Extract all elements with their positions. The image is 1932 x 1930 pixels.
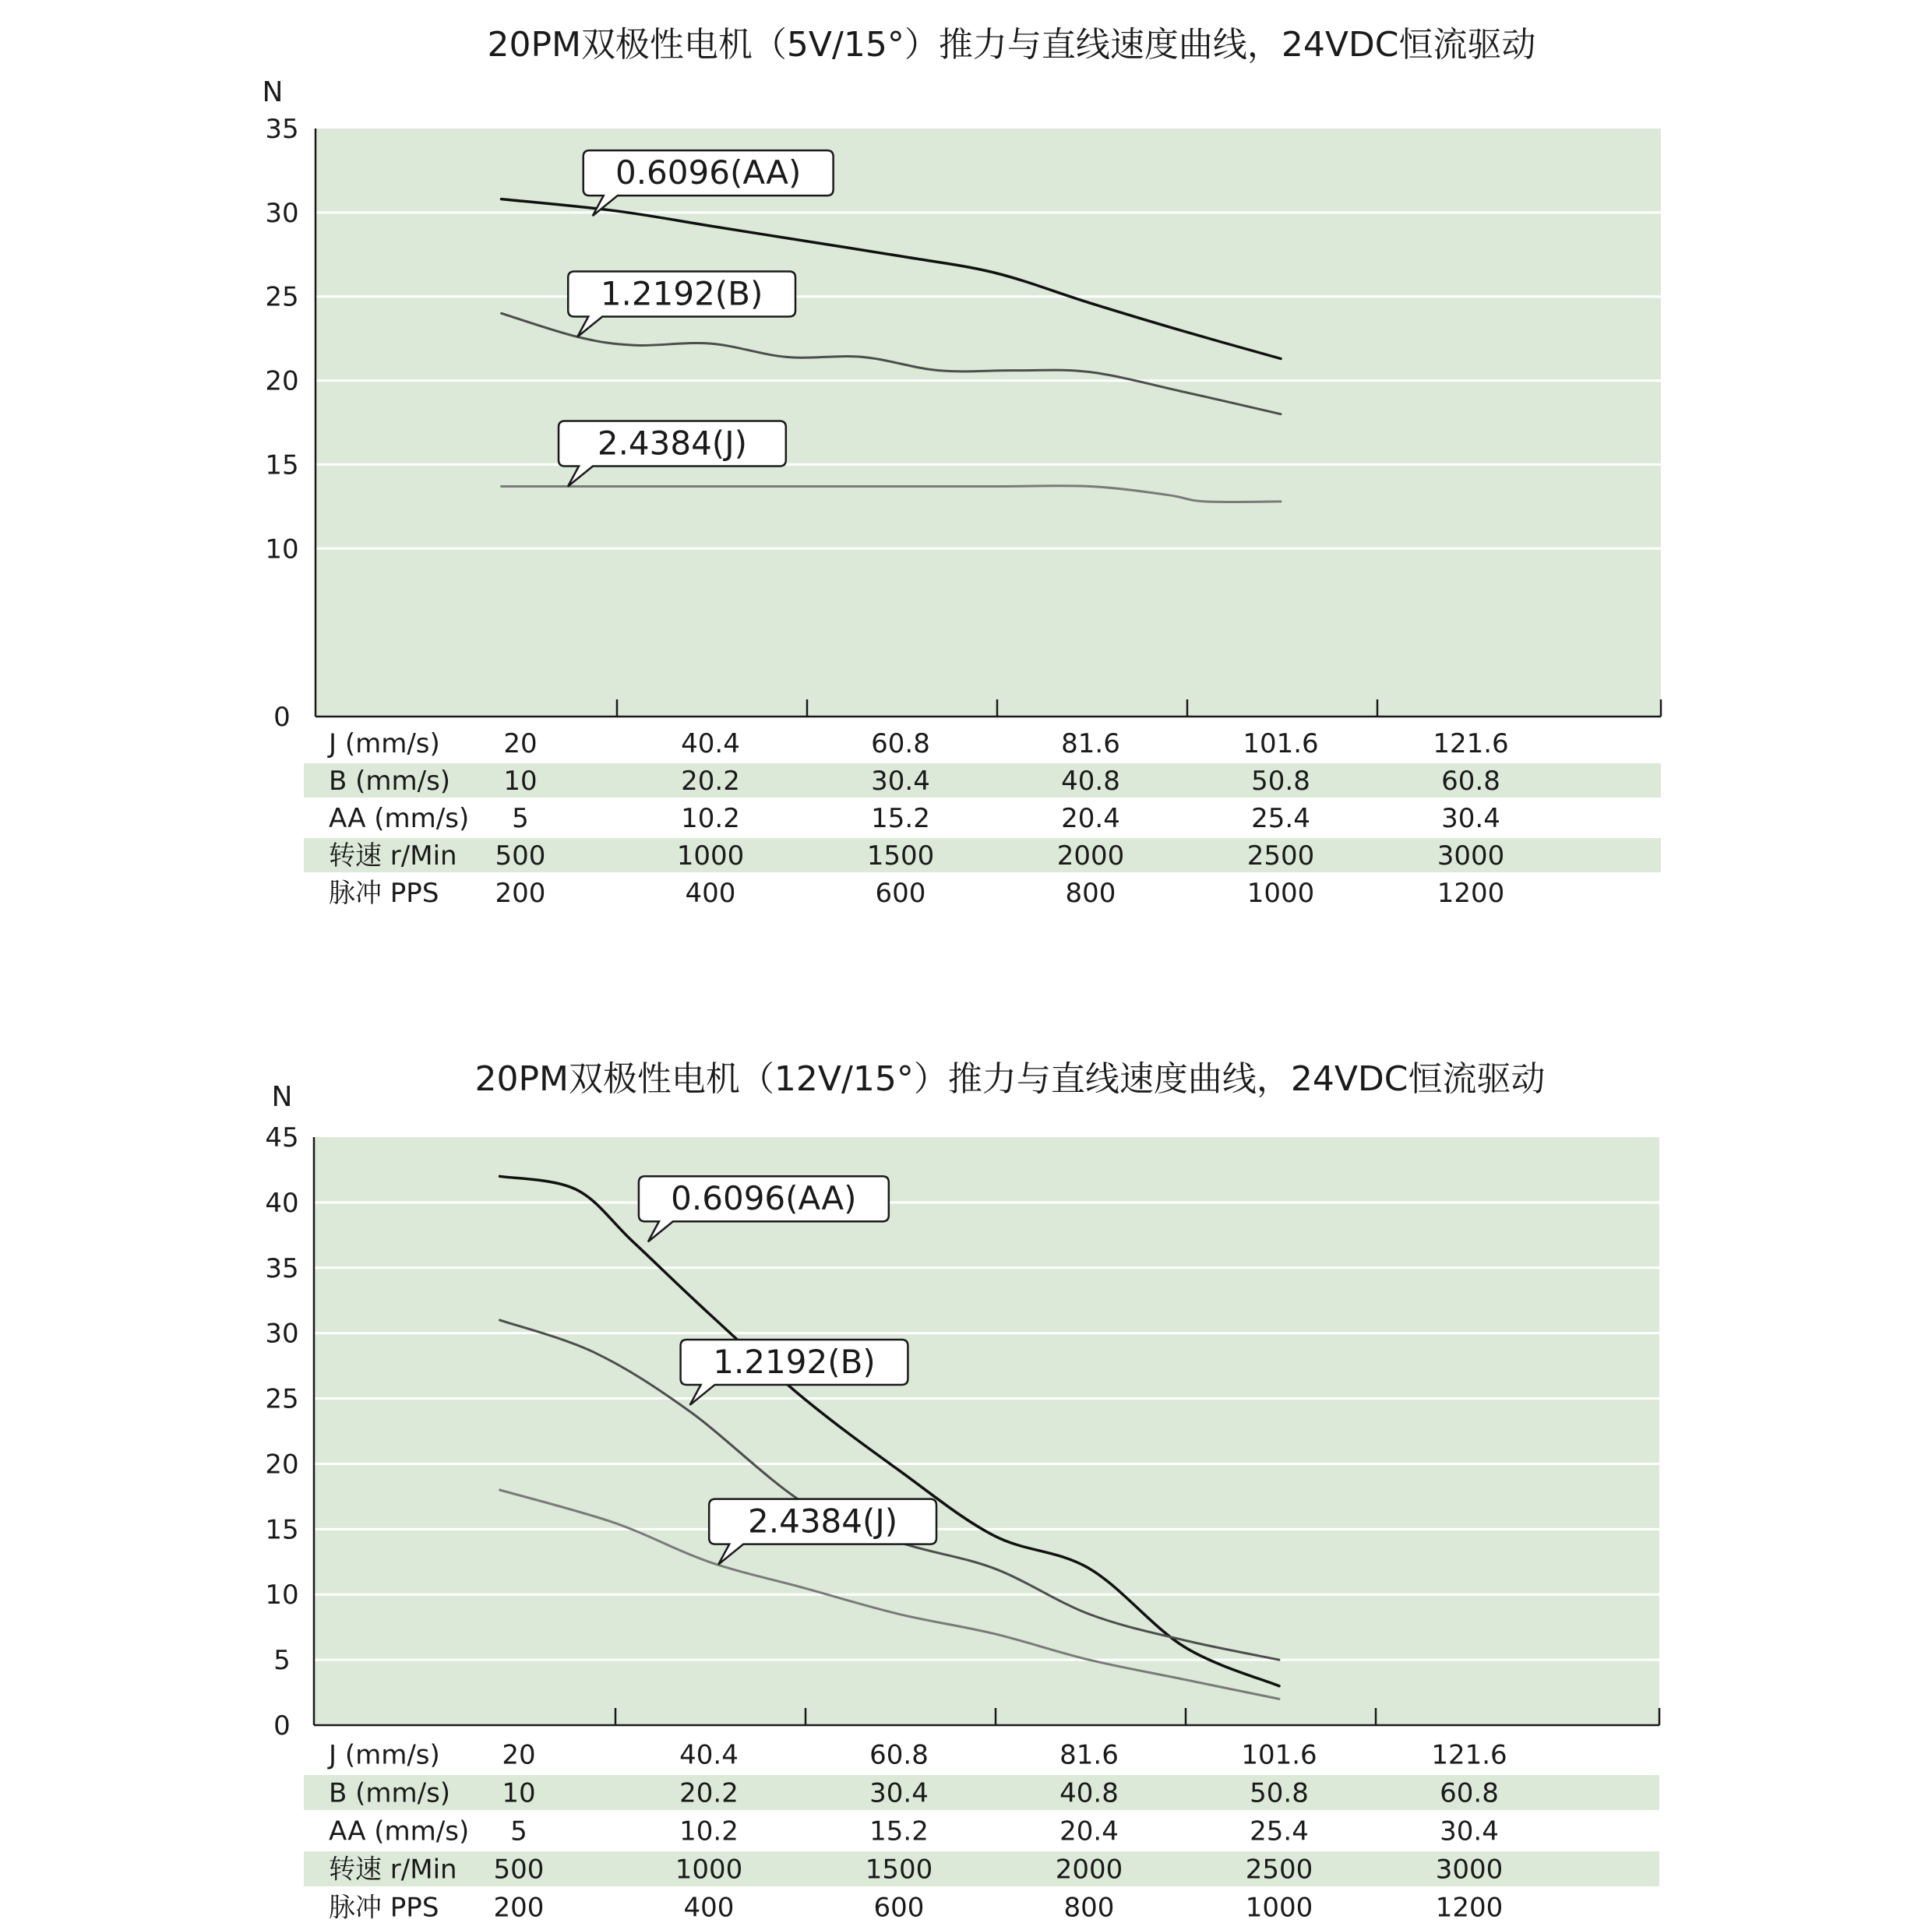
y-tick-label: 10 xyxy=(265,1580,299,1611)
table-cell: 3000 xyxy=(1437,840,1505,872)
table-cell: 20 xyxy=(502,1739,536,1771)
y-axis-unit: N xyxy=(271,1081,293,1113)
table-cell: 500 xyxy=(495,840,546,872)
table-cell: 25.4 xyxy=(1251,803,1310,834)
series-label: 2.4384(J) xyxy=(597,424,747,463)
table-cell: 2500 xyxy=(1245,1854,1313,1886)
plot-area xyxy=(316,129,1661,717)
table-cell: 600 xyxy=(873,1892,925,1924)
table-cell: 81.6 xyxy=(1061,728,1120,759)
table-cell: 10 xyxy=(503,766,538,797)
table-cell: 60.8 xyxy=(1441,766,1500,797)
table-cell: 1000 xyxy=(675,1854,743,1886)
table-row-label: AA (mm/s) xyxy=(329,1816,470,1847)
table-cell: 30.4 xyxy=(1440,1816,1499,1847)
table-cell: 1000 xyxy=(676,840,745,872)
table-cell: 40.4 xyxy=(679,1739,739,1771)
table-cell: 20.2 xyxy=(681,766,740,797)
chart-2 xyxy=(265,1059,1659,1924)
table-cell: 15.2 xyxy=(871,803,930,834)
table-cell: 101.6 xyxy=(1241,1739,1317,1771)
y-tick-label: 0 xyxy=(273,702,291,733)
y-tick-label: 40 xyxy=(265,1187,299,1219)
chart-1 xyxy=(263,25,1661,909)
y-tick-label: 20 xyxy=(265,365,299,397)
series-label: 1.2192(B) xyxy=(600,274,763,313)
table-cell: 1500 xyxy=(865,1854,933,1886)
table-cell: 800 xyxy=(1065,878,1116,909)
table-cell: 400 xyxy=(685,878,736,909)
table-cell: 40.8 xyxy=(1061,766,1120,797)
table-cell: 15.2 xyxy=(869,1816,929,1847)
table-row-label: J (mm/s) xyxy=(329,728,440,759)
y-tick-label: 15 xyxy=(265,1514,299,1546)
table-cell: 50.8 xyxy=(1250,1777,1309,1809)
chart-title: 20PM双极性电机（5V/15°）推力与直线速度曲线，24VDC恒流驱动 xyxy=(487,25,1536,65)
y-tick-label: 10 xyxy=(265,534,299,565)
table-cell: 400 xyxy=(683,1892,735,1924)
table-cell: 2000 xyxy=(1055,1854,1123,1886)
table-cell: 10.2 xyxy=(679,1816,739,1847)
y-tick-label: 30 xyxy=(265,197,299,229)
table-cell: 800 xyxy=(1063,1892,1115,1924)
y-tick-label: 15 xyxy=(265,449,299,481)
table-cell: 25.4 xyxy=(1250,1816,1309,1847)
chart-title: 20PM双极性电机（12V/15°）推力与直线速度曲线，24VDC恒流驱动 xyxy=(474,1059,1546,1099)
table-cell: 200 xyxy=(495,878,546,909)
table-cell: 20.4 xyxy=(1061,803,1120,834)
y-tick-label: 25 xyxy=(265,1383,299,1415)
y-tick-label: 45 xyxy=(265,1122,299,1153)
y-tick-label: 35 xyxy=(265,1252,299,1284)
y-axis-unit: N xyxy=(262,76,284,108)
table-cell: 81.6 xyxy=(1059,1739,1119,1771)
series-label: 0.6096(AA) xyxy=(615,153,802,192)
table-row-label: 脉冲 PPS xyxy=(329,878,439,909)
plot-area xyxy=(314,1137,1659,1725)
series-label: 0.6096(AA) xyxy=(671,1179,857,1218)
table-cell: 10 xyxy=(502,1777,536,1809)
table-cell: 40.4 xyxy=(681,728,740,759)
table-row-label: 脉冲 PPS xyxy=(329,1892,439,1924)
table-cell: 3000 xyxy=(1435,1854,1504,1886)
series-label: 2.4384(J) xyxy=(748,1502,898,1541)
table-cell: 2000 xyxy=(1056,840,1125,872)
table-cell: 121.6 xyxy=(1433,728,1509,759)
y-tick-label: 0 xyxy=(273,1710,291,1742)
table-cell: 1000 xyxy=(1245,1892,1313,1924)
table-cell: 600 xyxy=(875,878,926,909)
table-cell: 10.2 xyxy=(681,803,740,834)
y-tick-label: 25 xyxy=(265,281,299,313)
table-cell: 1200 xyxy=(1437,878,1505,909)
table-cell: 500 xyxy=(493,1854,545,1886)
table-row-label: B (mm/s) xyxy=(329,766,451,797)
table-cell: 30.4 xyxy=(1441,803,1500,834)
table-cell: 1500 xyxy=(866,840,935,872)
table-row-label: J (mm/s) xyxy=(329,1739,440,1771)
y-tick-label: 35 xyxy=(265,114,299,145)
table-cell: 60.8 xyxy=(871,728,930,759)
table-cell: 200 xyxy=(493,1892,545,1924)
table-cell: 1000 xyxy=(1246,878,1315,909)
table-cell: 2500 xyxy=(1246,840,1315,872)
y-tick-label: 30 xyxy=(265,1318,299,1350)
table-row-label: AA (mm/s) xyxy=(329,803,470,834)
table-cell: 60.8 xyxy=(1440,1777,1499,1809)
table-cell: 30.4 xyxy=(869,1777,929,1809)
table-row-label: 转速 r/Min xyxy=(329,840,457,872)
y-tick-label: 20 xyxy=(265,1449,299,1481)
table-cell: 1200 xyxy=(1435,1892,1504,1924)
table-cell: 20.4 xyxy=(1059,1816,1119,1847)
table-cell: 20.2 xyxy=(679,1777,739,1809)
series-label: 1.2192(B) xyxy=(713,1342,876,1381)
table-cell: 101.6 xyxy=(1243,728,1319,759)
table-cell: 60.8 xyxy=(869,1739,929,1771)
y-tick-label: 5 xyxy=(273,1645,291,1677)
table-cell: 5 xyxy=(510,1816,527,1847)
table-cell: 20 xyxy=(503,728,538,759)
table-cell: 50.8 xyxy=(1251,766,1310,797)
table-row-label: 转速 r/Min xyxy=(329,1854,457,1886)
table-cell: 5 xyxy=(512,803,529,834)
table-cell: 121.6 xyxy=(1431,1739,1507,1771)
table-cell: 30.4 xyxy=(871,766,930,797)
table-row-label: B (mm/s) xyxy=(329,1777,451,1809)
table-cell: 40.8 xyxy=(1059,1777,1119,1809)
